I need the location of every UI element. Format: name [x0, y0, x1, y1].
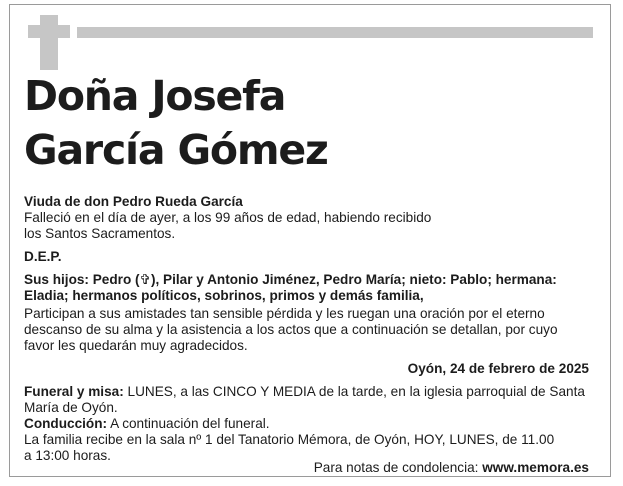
widow-line: Viuda de don Pedro Rueda García	[24, 194, 243, 209]
reception-line-1: La familia recibe en la sala nº 1 del Tanatorio Mémora, de Oyón, HOY, LUNES, de 11.00	[24, 432, 555, 447]
funeral-line-2: María de Oyón.	[24, 400, 118, 415]
reception-line-2: a 13:00 horas.	[24, 448, 111, 463]
conduction-line	[24, 416, 270, 432]
header-rule	[77, 27, 593, 38]
announcement-line-3: favor les quedarán muy agradecidos.	[24, 338, 248, 353]
condolence-prefix: Para notas de condolencia:	[313, 460, 483, 475]
family-line-1: Sus hijos: Pedro (✞), Pilar y Antonio Jiménez, Pedro María; nieto: Pablo; hermana:	[24, 272, 557, 287]
conduction-label: Conducción:	[24, 416, 108, 431]
deceased-name-line2: García Gómez	[24, 126, 328, 174]
condolence-line	[314, 460, 589, 476]
family-line-2: Eladia; hermanos políticos, sobrinos, primos y demás familia,	[24, 288, 424, 303]
funeral-line-1	[24, 384, 585, 400]
announcement-line-1: Participan a sus amistades tan sensible pérdida y les ruegan una oración por el eterno	[24, 306, 545, 321]
cross-icon	[40, 15, 58, 70]
condolence-link[interactable]: www.memora.es	[482, 460, 589, 475]
death-line-2: los Santos Sacramentos.	[24, 226, 176, 241]
death-line-1: Falleció en el día de ayer, a los 99 años de edad, habiendo recibido	[24, 210, 432, 225]
deceased-name-line1: Doña Josefa	[24, 72, 286, 120]
place-date: Oyón, 24 de febrero de 2025	[407, 361, 589, 376]
announcement-line-2: descanso de su alma y la asistencia a los actos que a continuación se detallan, por cuyo	[24, 322, 558, 337]
dep-label: D.E.P.	[24, 249, 62, 264]
conduction-text: A continuación del funeral.	[107, 416, 270, 431]
cross-icon-bar	[28, 25, 70, 38]
funeral-label: Funeral y misa:	[24, 384, 124, 399]
funeral-text: LUNES, a las CINCO Y MEDIA de la tarde, en la iglesia parroquial de Santa	[123, 384, 585, 399]
